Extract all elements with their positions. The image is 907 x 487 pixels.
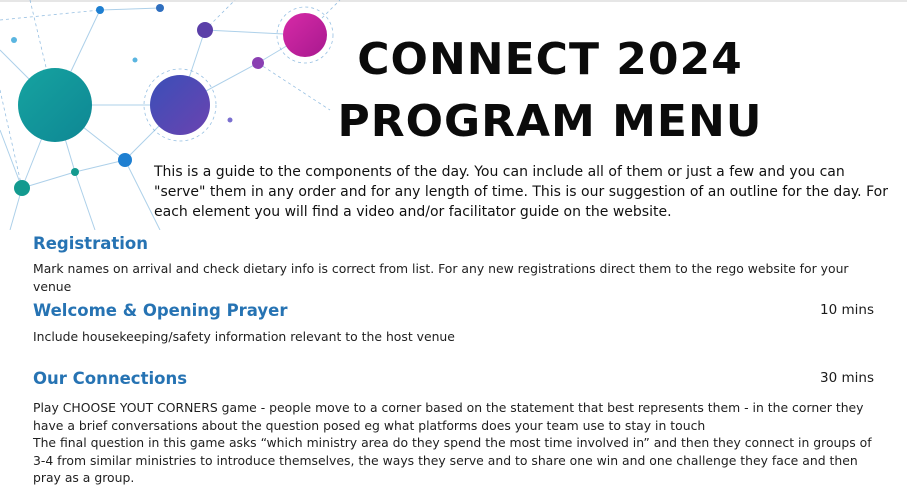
section-body-registration: [33, 260, 883, 295]
page-title-line-2: PROGRAM MENU: [337, 96, 763, 147]
section-heading-registration: Registration: [33, 234, 148, 253]
intro-paragraph: This is a guide to the components of the day. You can include all of them or just a few and you can "serve" them in any order and for any length of time. This is our suggestion of an outline for the day. For each element you will find a video and/or facilitator guide on the website.: [154, 164, 888, 220]
section-heading-connections: Our Connections: [33, 369, 188, 388]
section-text: Mark names on arrival and check dietary info is correct from list. For any new registrations direct them to the rego website for your venue: [33, 261, 849, 294]
section-text: Play CHOOSE YOUT CORNERS game - people move to a corner based on the statement that best represents them - in the corner they have a brief conversations about the question posed eg what platforms does your team use to stay in touch: [33, 400, 864, 433]
section-text: The final question in this game asks “which ministry area do they spend the most time involved in” and then they connect in groups of 3-4 from similar ministries to introduce themselves, the ways they serve and to share one win and one challenge they face and then pray as a group.: [33, 435, 872, 485]
page-title-line-1: CONNECT 2024: [357, 34, 743, 85]
section-body-connections: [33, 399, 883, 487]
section-heading-welcome: Welcome & Opening Prayer: [33, 301, 288, 320]
section-body-welcome: [33, 328, 883, 346]
duration-welcome: 10 mins: [820, 302, 874, 318]
section-text: Include housekeeping/safety information relevant to the host venue: [33, 329, 455, 344]
duration-connections: 30 mins: [820, 370, 874, 386]
